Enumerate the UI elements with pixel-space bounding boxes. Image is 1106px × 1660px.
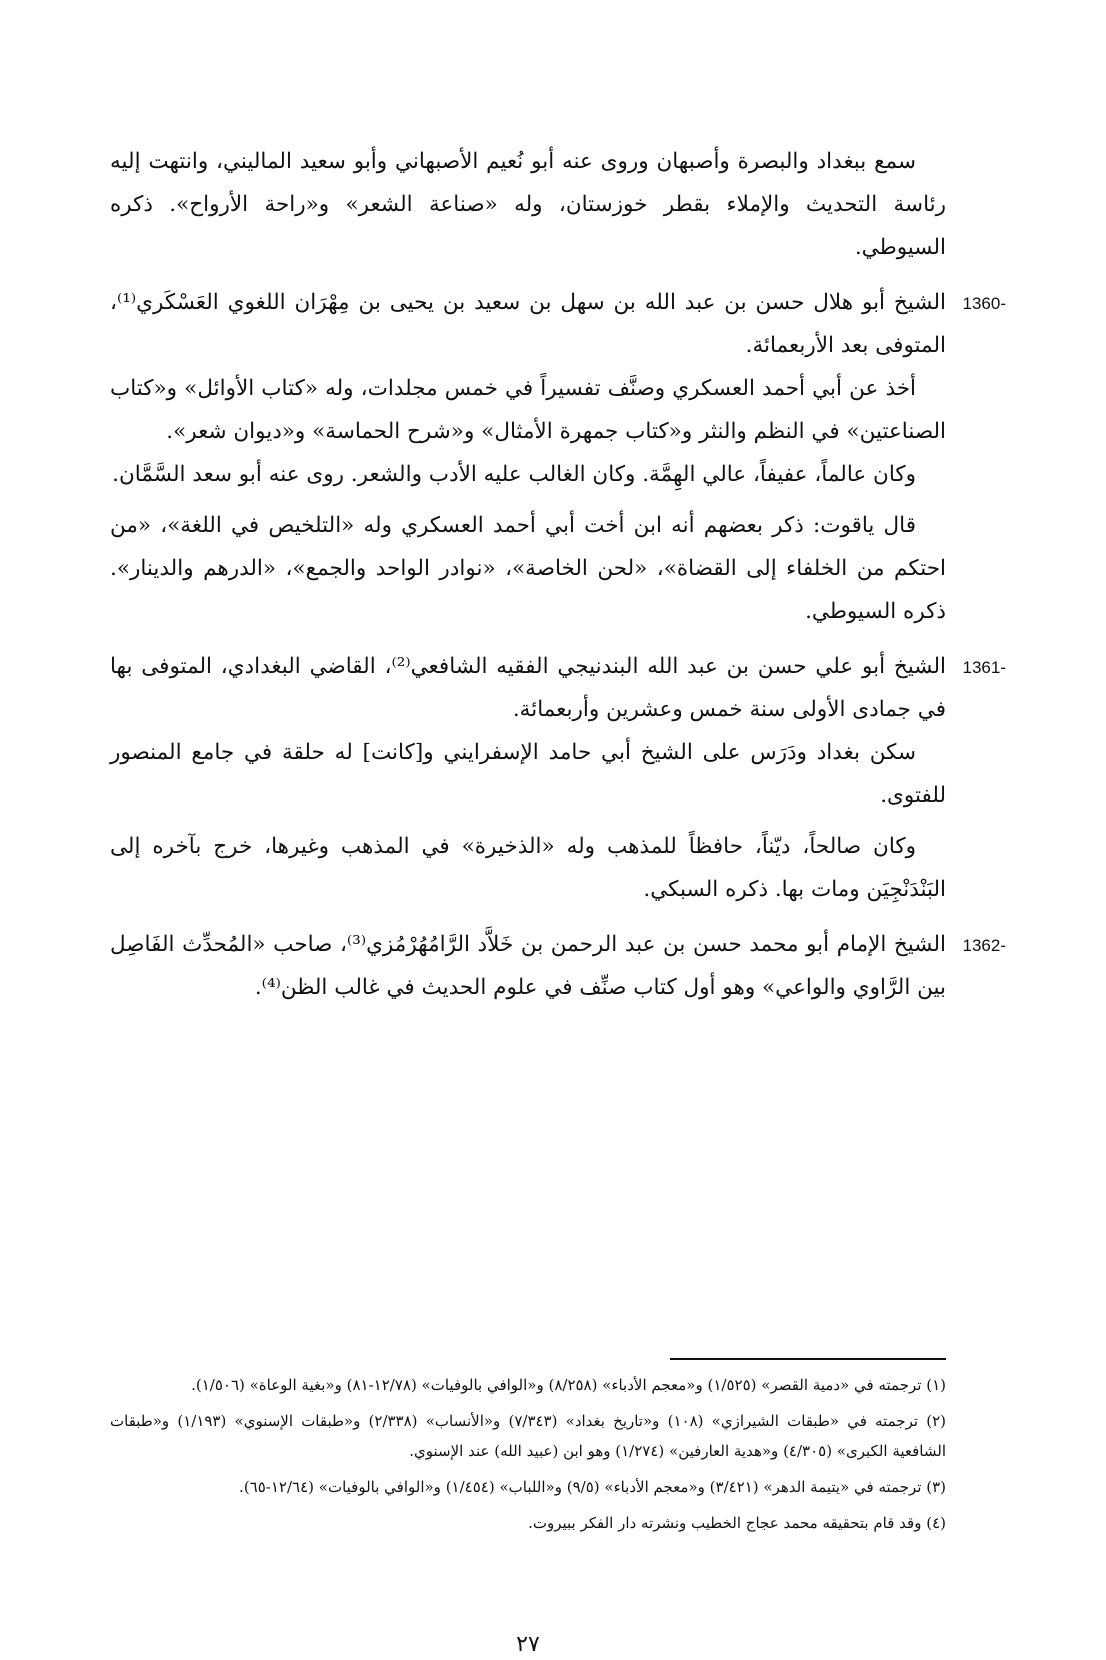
entry-paragraph: وكان عالماً، عفيفاً، عالي الهِمَّة. وكان الغالب عليه الأدب والشعر. روى عنه أبو سعد السَّمَّان. [112, 462, 916, 487]
entry-number: 1362- [962, 936, 1006, 955]
entry-heading: الشيخ أبو علي حسن بن عبد الله البندنيجي الفقيه الشافعي⁽²⁾، القاضي البغدادي، المتوفى بها في جمادى الأولى سنة خمس وعشرين وأربعمائة. [110, 654, 946, 722]
footnote-divider [670, 1358, 946, 1360]
entry-paragraph: سكن بغداد ودَرَس على الشيخ أبي حامد الإسفرايني و[كانت] له حلقة في جامع المنصور للفتوى. [110, 740, 946, 808]
entry-1362 [110, 923, 1006, 1009]
entry-paragraph: قال ياقوت: ذكر بعضهم أنه ابن أخت أبي أحمد العسكري وله «التلخيص في اللغة»، «من احتكم من الخلفاء إلى القضاة»، «لحن الخاصة»، «نوادر الواحد والجمع»، «الدرهم والدينار». ذكره السيوطي. [110, 513, 946, 624]
page-number: ٢٧ [516, 1632, 540, 1657]
entry-1361 [110, 645, 1006, 911]
entry-heading: الشيخ أبو هلال حسن بن عبد الله بن سهل بن سعيد بن يحيى بن مِهْرَان اللغوي العَسْكَري⁽¹⁾، المتوفى بعد الأربعمائة. [110, 290, 946, 358]
entry-heading: الشيخ الإمام أبو محمد حسن بن عبد الرحمن بن خَلاَّد الرَّامُهُرْمُزي⁽³⁾، صاحب «المُحدِّث الفَاصِل بين الرَّاوي والواعي» وهو أول كتاب صنِّف في علوم الحديث في غالب الظن⁽⁴⁾. [110, 932, 946, 1000]
footnotes-section [110, 1370, 946, 1544]
paragraph-intro: سمع ببغداد والبصرة وأصبهان وروى عنه أبو نُعيم الأصبهاني وأبو سعيد الماليني، وانتهت إليه رئاسة التحديث والإملاء بقطر خوزستان، وله «صناعة الشعر» و«راحة الأرواح». ذكره السيوطي. [110, 149, 946, 260]
footnote: (٣) ترجمته في «يتيمة الدهر» (٣/٤٢١) و«معجم الأدباء» (٩/٥) و«اللباب» (١/٤٥٤) و«الوافي بالوفيات» (١٢/٦٤-٦٥). [239, 1478, 946, 1496]
entry-paragraph: وكان صالحاً، ديّناً، حافظاً للمذهب وله «الذخيرة» في المذهب وغيرها، خرج بآخره إلى البَنْدَنْجِيَن ومات بها. ذكره السبكي. [110, 834, 946, 902]
entry-1360 [110, 281, 1006, 633]
entry-number: 1360- [962, 294, 1006, 313]
footnote: (١) ترجمته في «دمية القصر» (١/٥٢٥) و«معجم الأدباء» (٨/٢٥٨) و«الوافي بالوفيات» (١٢/٧٨-٨١) و«بغية الوعاة» (١/٥٠٦). [191, 1376, 946, 1394]
entry-number: 1361- [962, 658, 1006, 677]
book-page [110, 140, 1006, 1657]
footnote: (٤) وقد قام بتحقيقه محمد عجاج الخطيب ونشرته دار الفكر ببيروت. [528, 1514, 946, 1532]
footnote: (٢) ترجمته في «طبقات الشيرازي» (١٠٨) و«تاريخ بغداد» (٧/٣٤٣) و«الأنساب» (٢/٣٣٨) و«طبقات الإسنوي» (١/١٩٣) و«طبقات الشافعية الكبرى» (٤/٣٠٥) و«هدية العارفين» (١/٢٧٤) وهو ابن (عبيد الله) عند الإسنوي. [110, 1412, 946, 1460]
entry-paragraph: أخذ عن أبي أحمد العسكري وصنَّف تفسيراً في خمس مجلدات، وله «كتاب الأوائل» و«كتاب الصناعتين» في النظم والنثر و«كتاب جمهرة الأمثال» و«شرح الحماسة» و«ديوان شعر». [110, 376, 946, 444]
